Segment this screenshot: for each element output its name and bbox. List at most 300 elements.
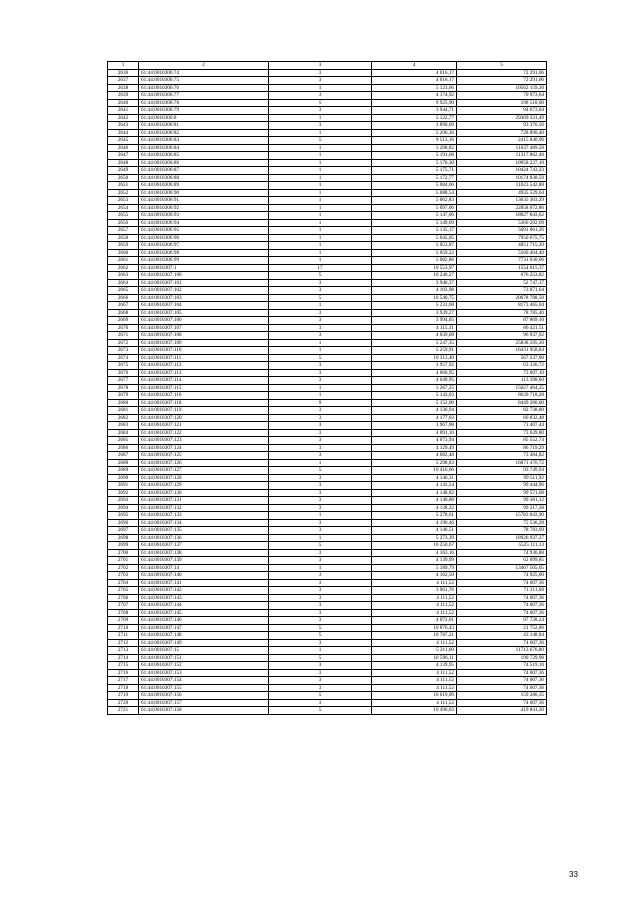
group-code-cell: 1 (269, 392, 372, 400)
specific-value-cell: 5 143,03 (372, 392, 457, 400)
cadastral-value-cell: 86 719,29 (457, 444, 547, 452)
cadastral-number-cell: 61:44:0010307:110 (139, 347, 269, 355)
table-row (108, 609, 547, 617)
row-number-cell: 2682 (108, 414, 139, 422)
cadastral-number-cell: 61:44:0010307:148 (139, 632, 269, 640)
specific-value-cell: 5 298,83 (372, 459, 457, 467)
row-number-cell: 2708 (108, 609, 139, 617)
row-number-cell: 2691 (108, 482, 139, 490)
cadastral-value-cell: 676 253,82 (457, 272, 547, 280)
group-code-cell: 5 (269, 99, 372, 107)
cadastral-number-cell: 61:44:0010306:86 (139, 159, 269, 167)
cadastral-value-cell: 11023 542,88 (457, 182, 547, 190)
group-code-cell: 5 (269, 542, 372, 550)
group-code-cell: 3 (269, 617, 372, 625)
group-code-cell: 1 (269, 249, 372, 257)
cadastral-value-cell: 10424 743,23 (457, 167, 547, 175)
table-row (108, 429, 547, 437)
row-number-cell: 2643 (108, 122, 139, 130)
specific-value-cell: 4 129,49 (372, 444, 457, 452)
cadastral-number-cell: 61:44:0010307:119 (139, 407, 269, 415)
cadastral-number-cell: 61:44:0010306:90 (139, 189, 269, 197)
group-code-cell: 1 (269, 152, 372, 160)
table-row (108, 354, 547, 362)
cadastral-value-cell: 4935 529,64 (457, 189, 547, 197)
specific-value-cell: 5 084,66 (372, 182, 457, 190)
row-number-cell: 2651 (108, 182, 139, 190)
table-row (108, 692, 547, 700)
specific-value-cell: 4 111,52 (372, 669, 457, 677)
cadastral-value-cell: 87 869,10 (457, 317, 547, 325)
cadastral-value-cell: 18027 843,62 (457, 212, 547, 220)
group-code-cell: 3 (269, 662, 372, 670)
group-code-cell: 3 (269, 422, 372, 430)
specific-value-cell: 4 139,99 (372, 557, 457, 565)
cadastral-number-cell: 61:44:0010307:135 (139, 527, 269, 535)
cadastral-number-cell: 61:44:0010306:81 (139, 122, 269, 130)
table-row (108, 579, 547, 587)
row-number-cell: 2658 (108, 234, 139, 242)
row-number-cell: 2684 (108, 429, 139, 437)
specific-value-cell: 4 177,03 (372, 414, 457, 422)
specific-value-cell: 4 049,95 (372, 377, 457, 385)
specific-value-cell: 4 111,52 (372, 699, 457, 707)
table-row (108, 332, 547, 340)
cadastral-value-cell: 73 871,64 (457, 287, 547, 295)
specific-value-cell: 4 082,48 (372, 452, 457, 460)
cadastral-value-cell: 25838 595,20 (457, 339, 547, 347)
group-code-cell: 1 (269, 647, 372, 655)
group-code-cell: 3 (269, 452, 372, 460)
cadastral-number-cell: 61:44:0010306:85 (139, 152, 269, 160)
table-row (108, 324, 547, 332)
specific-value-cell: 5 208,82 (372, 144, 457, 152)
cadastral-number-cell: 61:44:0010307:107 (139, 324, 269, 332)
row-number-cell: 2672 (108, 339, 139, 347)
table-row (108, 467, 547, 475)
table-row (108, 257, 547, 265)
table-row (108, 264, 547, 272)
specific-value-cell: 3 967,08 (372, 422, 457, 430)
specific-value-cell: 4 111,52 (372, 639, 457, 647)
group-code-cell: 3 (269, 594, 372, 602)
cadastral-value-cell: 29369 331,49 (457, 114, 547, 122)
row-number-cell: 2717 (108, 677, 139, 685)
group-code-cell: 17 (269, 264, 372, 272)
specific-value-cell: 10 246,27 (372, 272, 457, 280)
row-number-cell: 2704 (108, 579, 139, 587)
cadastral-value-cell: 11037 489,58 (457, 144, 547, 152)
cadastral-number-cell: 61:44:0010307:104 (139, 302, 269, 310)
table-row (108, 77, 547, 85)
table-row (108, 174, 547, 182)
specific-value-cell: 5 152,00 (372, 399, 457, 407)
cadastral-value-cell: 5360 202,69 (457, 219, 547, 227)
cadastral-value-cell: 15783 043,90 (457, 512, 547, 520)
table-row (108, 572, 547, 580)
cadastral-value-cell: 73 097,10 (457, 369, 547, 377)
specific-value-cell: 4 073,94 (372, 437, 457, 445)
specific-value-cell: 5 231,68 (372, 302, 457, 310)
group-code-cell: 3 (269, 444, 372, 452)
row-number-cell: 2661 (108, 257, 139, 265)
row-number-cell: 2714 (108, 654, 139, 662)
row-number-cell: 2677 (108, 377, 139, 385)
cadastral-number-cell: 61:44:0010307:155 (139, 684, 269, 692)
group-code-cell: 5 (269, 692, 372, 700)
cadastral-value-cell: 75 536,28 (457, 519, 547, 527)
cadastral-value-table (107, 61, 547, 715)
specific-value-cell: 5 273,39 (372, 534, 457, 542)
cadastral-value-cell: 74 007,36 (457, 669, 547, 677)
group-code-cell: 5 (269, 294, 372, 302)
cadastral-value-cell: 5160 404,40 (457, 249, 547, 257)
cadastral-value-cell: 82 738,80 (457, 407, 547, 415)
specific-value-cell: 5 211,60 (372, 647, 457, 655)
row-number-cell: 2662 (108, 264, 139, 272)
row-number-cell: 2674 (108, 354, 139, 362)
row-number-cell: 2700 (108, 549, 139, 557)
cadastral-value-cell: 1554 015,37 (457, 264, 547, 272)
table-row (108, 414, 547, 422)
specific-value-cell: 4 196,46 (372, 519, 457, 527)
cadastral-number-cell: 61:44:0010307:124 (139, 444, 269, 452)
table-row (108, 677, 547, 685)
specific-value-cell: 4 138,22 (372, 504, 457, 512)
table-row (108, 527, 547, 535)
group-code-cell: 3 (269, 437, 372, 445)
table-row (108, 632, 547, 640)
group-code-cell: 1 (269, 564, 372, 572)
cadastral-value-cell: 13635 303,29 (457, 197, 547, 205)
cadastral-number-cell: 61:44:0010307:122 (139, 429, 269, 437)
table-row (108, 669, 547, 677)
cadastral-value-cell: 74 007,36 (457, 699, 547, 707)
row-number-cell: 2680 (108, 399, 139, 407)
cadastral-number-cell: 61:44:0010307:134 (139, 519, 269, 527)
specific-value-cell: 3 939,27 (372, 309, 457, 317)
cadastral-number-cell: 61:44:0010306:82 (139, 129, 269, 137)
table-row (108, 474, 547, 482)
specific-value-cell: 10 553,97 (372, 264, 457, 272)
group-code-cell: 1 (269, 257, 372, 265)
cadastral-number-cell: 61:44:0010307:132 (139, 504, 269, 512)
table-row (108, 69, 547, 77)
specific-value-cell: 4 143,54 (372, 482, 457, 490)
row-number-cell: 2718 (108, 684, 139, 692)
group-code-cell: 3 (269, 639, 372, 647)
cadastral-number-cell: 61:44:0010307:106 (139, 317, 269, 325)
group-code-cell: 3 (269, 324, 372, 332)
group-code-cell: 3 (269, 69, 372, 77)
cadastral-number-cell: 61:44:0010307:157 (139, 699, 269, 707)
row-number-cell: 2696 (108, 519, 139, 527)
cadastral-number-cell: 61:44:0010307:146 (139, 617, 269, 625)
group-code-cell: 1 (269, 182, 372, 190)
cadastral-number-cell: 61:44:0010306:98 (139, 249, 269, 257)
specific-value-cell: 10 416,66 (372, 467, 457, 475)
table-row (108, 587, 547, 595)
group-code-cell: 3 (269, 414, 372, 422)
cadastral-value-cell: 70 973,64 (457, 92, 547, 100)
cadastral-number-cell: 61:44:0010306:87 (139, 167, 269, 175)
group-code-cell: 1 (269, 197, 372, 205)
specific-value-cell: 4 140,88 (372, 497, 457, 505)
row-number-cell: 2676 (108, 369, 139, 377)
specific-value-cell: 10 876,43 (372, 624, 457, 632)
row-number-cell: 2711 (108, 632, 139, 640)
cadastral-value-cell: 15027 464,25 (457, 384, 547, 392)
cadastral-value-cell: 7731 030,06 (457, 257, 547, 265)
row-number-cell: 2637 (108, 77, 139, 85)
table-row (108, 452, 547, 460)
cadastral-number-cell: 61:44:0010306:75 (139, 77, 269, 85)
cadastral-number-cell: 61:44:0010307:127 (139, 467, 269, 475)
group-code-cell: 9 (269, 399, 372, 407)
cadastral-value-cell: 85 552,74 (457, 437, 547, 445)
table-row (108, 489, 547, 497)
row-number-cell: 2638 (108, 84, 139, 92)
row-number-cell: 2654 (108, 204, 139, 212)
table-row (108, 212, 547, 220)
cadastral-number-cell: 61:44:0010306:8 (139, 114, 269, 122)
row-number-cell: 2652 (108, 189, 139, 197)
specific-value-cell: 3 961,76 (372, 587, 457, 595)
group-code-cell: 5 (269, 137, 372, 145)
cadastral-value-cell: 73 484,82 (457, 452, 547, 460)
specific-value-cell: 4 163,16 (372, 549, 457, 557)
cadastral-value-cell: 11713 676,80 (457, 647, 547, 655)
table-row (108, 92, 547, 100)
specific-value-cell: 5 189,79 (372, 564, 457, 572)
specific-value-cell: 4 060,95 (372, 369, 457, 377)
cadastral-value-cell: 71 407,44 (457, 422, 547, 430)
cadastral-value-cell: 728 890,40 (457, 129, 547, 137)
cadastral-number-cell: 61:44:0010307:153 (139, 669, 269, 677)
row-number-cell: 2701 (108, 557, 139, 565)
cadastral-number-cell: 61:44:0010307:100 (139, 272, 269, 280)
row-number-cell: 2712 (108, 639, 139, 647)
specific-value-cell: 5 149,09 (372, 219, 457, 227)
cadastral-value-cell: 74 007,36 (457, 684, 547, 692)
cadastral-value-cell: 8449 280,00 (457, 399, 547, 407)
group-code-cell: 3 (269, 609, 372, 617)
cadastral-number-cell: 61:44:0010307:105 (139, 309, 269, 317)
row-number-cell: 2720 (108, 699, 139, 707)
cadastral-value-cell: 93 376,56 (457, 122, 547, 130)
cadastral-value-cell: 99 511,92 (457, 474, 547, 482)
group-code-cell: 1 (269, 459, 372, 467)
group-code-cell: 5 (269, 654, 372, 662)
cadastral-value-cell: 10958 227,10 (457, 159, 547, 167)
specific-value-cell: 5 206,36 (372, 129, 457, 137)
specific-value-cell: 4 148,82 (372, 489, 457, 497)
specific-value-cell: 4 039,08 (372, 332, 457, 340)
cadastral-value-cell: 74 519,10 (457, 662, 547, 670)
row-number-cell: 2660 (108, 249, 139, 257)
cadastral-number-cell: 61:44:0010307:144 (139, 602, 269, 610)
table-body (108, 62, 547, 715)
cadastral-number-cell: 61:44:0010307:14 (139, 564, 269, 572)
specific-value-cell: 5 088,54 (372, 189, 457, 197)
specific-value-cell: 4 111,52 (372, 579, 457, 587)
specific-value-cell: 10 313,40 (372, 354, 457, 362)
cadastral-number-cell: 61:44:0010307:121 (139, 422, 269, 430)
group-code-cell: 3 (269, 309, 372, 317)
table-row (108, 407, 547, 415)
table-row (108, 647, 547, 655)
cadastral-number-cell: 61:44:0010307:138 (139, 549, 269, 557)
cadastral-value-cell: 74 007,36 (457, 609, 547, 617)
cadastral-number-cell: 61:44:0010306:77 (139, 92, 269, 100)
row-number-cell: 2715 (108, 662, 139, 670)
cadastral-number-cell: 61:44:0010306:94 (139, 219, 269, 227)
group-code-cell: 3 (269, 489, 372, 497)
row-number-cell: 2685 (108, 437, 139, 445)
row-number-cell: 2636 (108, 69, 139, 77)
specific-value-cell: 5 097,06 (372, 204, 457, 212)
table-row (108, 197, 547, 205)
group-code-cell: 3 (269, 107, 372, 115)
group-code-cell: 1 (269, 159, 372, 167)
specific-value-cell: 4 146,31 (372, 474, 457, 482)
cadastral-number-cell: 61:44:0010307:108 (139, 332, 269, 340)
specific-value-cell: 5 176,30 (372, 159, 457, 167)
group-code-cell: 3 (269, 474, 372, 482)
group-code-cell: 1 (269, 212, 372, 220)
cadastral-number-cell: 61:44:0010307:120 (139, 414, 269, 422)
group-code-cell: 3 (269, 684, 372, 692)
specific-value-cell: 10 250,67 (372, 542, 457, 550)
cadastral-value-cell: 10174 838,59 (457, 174, 547, 182)
row-number-cell: 2688 (108, 459, 139, 467)
cadastral-number-cell: 61:44:0010307:151 (139, 654, 269, 662)
table-row (108, 482, 547, 490)
specific-value-cell: 5 172,77 (372, 174, 457, 182)
group-code-cell: 1 (269, 227, 372, 235)
group-code-cell: 1 (269, 144, 372, 152)
specific-value-cell: 5 247,35 (372, 339, 457, 347)
cadastral-number-cell: 61:44:0010307:130 (139, 489, 269, 497)
cadastral-value-cell: 419 841,20 (457, 707, 547, 715)
group-code-cell: 1 (269, 204, 372, 212)
row-number-cell: 2653 (108, 197, 139, 205)
cadastral-number-cell: 61:44:0010307:115 (139, 384, 269, 392)
row-number-cell: 2673 (108, 347, 139, 355)
cadastral-number-cell: 61:44:0010307:154 (139, 677, 269, 685)
row-number-cell: 2668 (108, 309, 139, 317)
cadastral-number-cell: 61:44:0010306:97 (139, 242, 269, 250)
group-code-cell: 1 (269, 347, 372, 355)
specific-value-cell: 4 136,94 (372, 407, 457, 415)
row-number-cell: 2689 (108, 467, 139, 475)
table-row (108, 459, 547, 467)
cadastral-value-cell: 21 752,86 (457, 624, 547, 632)
group-code-cell: 1 (269, 512, 372, 520)
row-number-cell: 2664 (108, 279, 139, 287)
group-code-cell: 1 (269, 84, 372, 92)
table-row (108, 684, 547, 692)
cadastral-number-cell: 61:44:0010307:142 (139, 587, 269, 595)
cadastral-value-cell: 78 785,40 (457, 309, 547, 317)
specific-value-cell: 4 016,17 (372, 77, 457, 85)
table-row (108, 159, 547, 167)
group-code-cell: 3 (269, 587, 372, 595)
cadastral-number-cell: 61:44:0010307:141 (139, 579, 269, 587)
table-row (108, 564, 547, 572)
group-code-cell: 1 (269, 242, 372, 250)
table-row (108, 384, 547, 392)
cadastral-value-cell: 74 925,00 (457, 572, 547, 580)
cadastral-number-cell: 61:44:0010306:96 (139, 234, 269, 242)
cadastral-number-cell: 61:44:0010307:147 (139, 624, 269, 632)
specific-value-cell: 9 925,90 (372, 99, 457, 107)
cadastral-number-cell: 61:44:0010307:131 (139, 497, 269, 505)
cadastral-value-cell: 99 571,68 (457, 489, 547, 497)
cadastral-number-cell: 61:44:0010306:88 (139, 174, 269, 182)
cadastral-value-cell: 74 007,36 (457, 594, 547, 602)
table-row (108, 519, 547, 527)
cadastral-value-cell: 74 007,36 (457, 579, 547, 587)
cadastral-value-cell: 62 099,85 (457, 557, 547, 565)
cadastral-number-cell: 61:44:0010307:112 (139, 362, 269, 370)
specific-value-cell: 5 059,22 (372, 249, 457, 257)
table-row (108, 542, 547, 550)
table-row (108, 114, 547, 122)
cadastral-number-cell: 61:44:0010307:128 (139, 474, 269, 482)
group-code-cell: 1 (269, 167, 372, 175)
table-row (108, 302, 547, 310)
cadastral-number-cell: 61:44:0010307:139 (139, 557, 269, 565)
table-row (108, 309, 547, 317)
table-row (108, 152, 547, 160)
row-number-cell: 2666 (108, 294, 139, 302)
specific-value-cell: 5 267,25 (372, 384, 457, 392)
row-number-cell: 2702 (108, 564, 139, 572)
cadastral-number-cell: 61:44:0010307:133 (139, 512, 269, 520)
cadastral-value-cell: 11317 862,40 (457, 152, 547, 160)
cadastral-number-cell: 61:44:0010306:79 (139, 107, 269, 115)
specific-value-cell: 5 191,68 (372, 152, 457, 160)
table-row (108, 369, 547, 377)
specific-value-cell: 4 103,98 (372, 287, 457, 295)
cadastral-value-cell: 18926 937,27 (457, 534, 547, 542)
table-row (108, 549, 547, 557)
group-code-cell: 1 (269, 339, 372, 347)
row-number-cell: 2679 (108, 392, 139, 400)
row-number-cell: 2683 (108, 422, 139, 430)
group-code-cell: 5 (269, 467, 372, 475)
group-code-cell: 1 (269, 534, 372, 542)
group-code-cell: 3 (269, 579, 372, 587)
group-code-cell: 3 (269, 669, 372, 677)
specific-value-cell: 5 122,77 (372, 114, 457, 122)
row-number-cell: 2650 (108, 174, 139, 182)
group-code-cell: 3 (269, 504, 372, 512)
table-row (108, 249, 547, 257)
group-code-cell: 3 (269, 77, 372, 85)
cadastral-value-cell: 22858 072,86 (457, 204, 547, 212)
specific-value-cell: 5 123,66 (372, 84, 457, 92)
group-code-cell: 3 (269, 429, 372, 437)
cadastral-number-cell: 61:44:0010307:101 (139, 279, 269, 287)
cadastral-number-cell: 61:44:0010306:76 (139, 84, 269, 92)
cadastral-value-cell: 74 007,36 (457, 602, 547, 610)
cadastral-number-cell: 61:44:0010307:136 (139, 534, 269, 542)
table-row (108, 317, 547, 325)
table-row (108, 594, 547, 602)
cadastral-number-cell: 61:44:0010306:99 (139, 257, 269, 265)
